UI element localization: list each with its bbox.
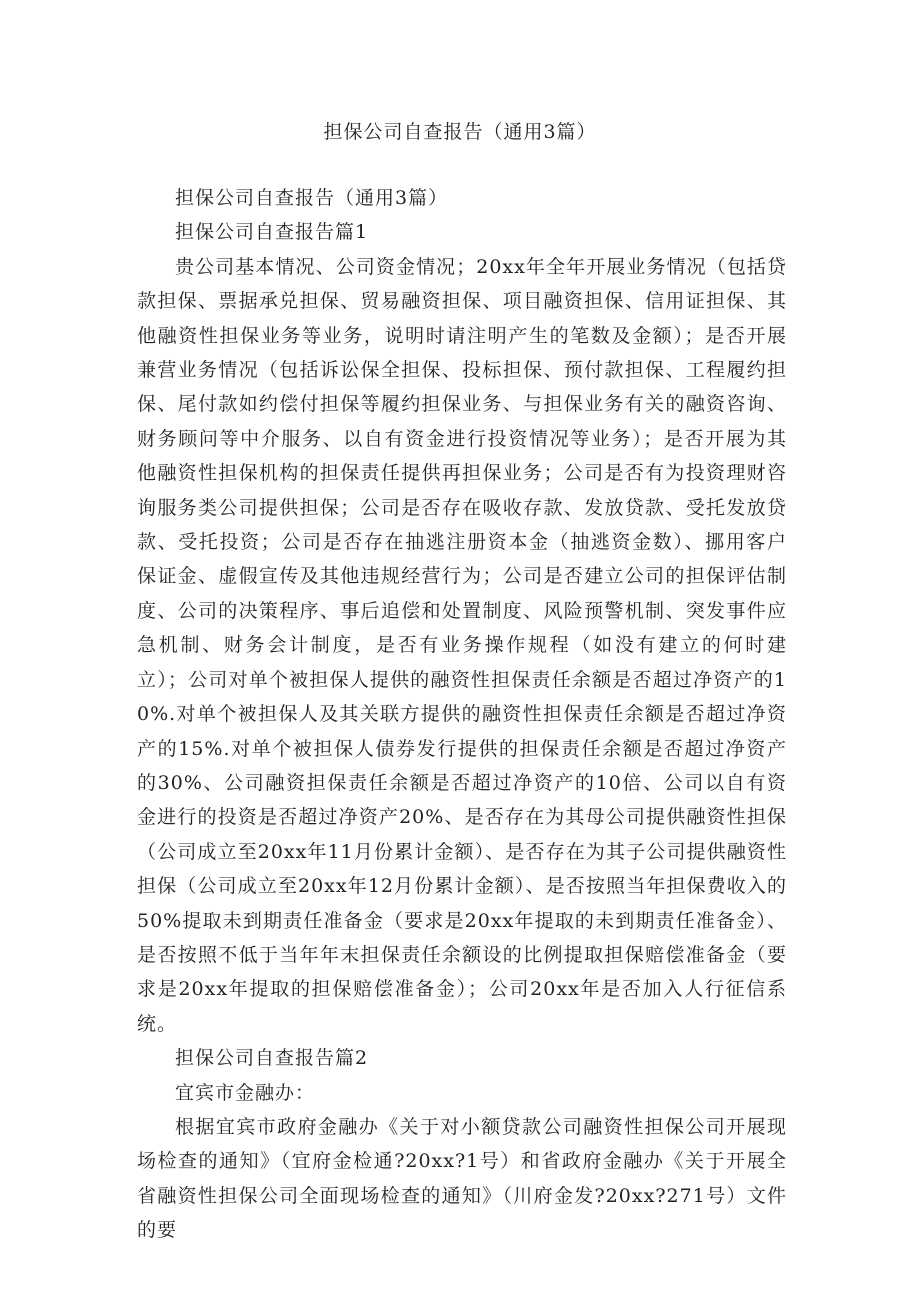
section-heading-1: 担保公司自查报告篇1 <box>175 221 369 244</box>
salutation-paragraph: 宜宾市金融办： <box>175 1081 316 1104</box>
document-body <box>137 181 787 1248</box>
section-heading-2: 担保公司自查报告篇2 <box>175 1047 369 1070</box>
body-paragraph: 根据宜宾市政府金融办《关于对小额贷款公司融资性担保公司开展现场检查的通知》（宜府金检通?20xx?1号）和省政府金融办《关于开展全省融资性担保公司全面现场检查的通知》（川府金发?20xx?271号）文件的要 <box>137 1115 787 1242</box>
body-paragraph: 贵公司基本情况、公司资金情况；20xx年全年开展业务情况（包括贷款担保、票据承兑担保、贸易融资担保、项目融资担保、信用证担保、其他融资性担保业务等业务，说明时请注明产生的笔数及金额）；是否开展兼营业务情况（包括诉讼保全担保、投标担保、预付款担保、工程履约担保、尾付款如约偿付担保等履约担保业务、与担保业务有关的融资咨询、财务顾问等中介服务、以自有资金进行投资情况等业务）；是否开展为其他融资性担保机构的担保责任提供再担保业务；公司是否有为投资理财咨询服务类公司提供担保；公司是否存在吸收存款、发放贷款、受托发放贷款、受托投资；公司是否存在抽逃注册资本金（抽逃资金数）、挪用客户保证金、虚假宣传及其他违规经营行为；公司是否建立公司的担保评估制度、公司的决策程序、事后追偿和处置制度、风险预警机制、突发事件应急机制、财务会计制度，是否有业务操作规程（如没有建立的何时建立）；公司对单个被担保人提供的融资性担保责任余额是否超过净资产的10%.对单个被担保人及其关联方提供的融资性担保责任余额是否超过净资产的15%.对单个被担保人债券发行提供的担保责任余额是否超过净资产的30%、公司融资担保责任余额是否超过净资产的10倍、公司以自有资金进行的投资是否超过净资产20%、是否存在为其母公司提供融资性担保（公司成立至20xx年11月份累计金额）、是否存在为其子公司提供融资性担保（公司成立至20xx年12月份累计金额）、是否按照当年担保费收入的50%提取未到期责任准备金（要求是20xx年提取的未到期责任准备金）、是否按照不低于当年年末担保责任余额设的比例提取担保赔偿准备金（要求是20xx年提取的担保赔偿准备金）；公司20xx年是否加入人行征信系统。 <box>137 255 787 1035</box>
document-title: 担保公司自查报告（通用3篇） <box>323 121 597 143</box>
subtitle-paragraph: 担保公司自查报告（通用3篇） <box>175 187 449 209</box>
